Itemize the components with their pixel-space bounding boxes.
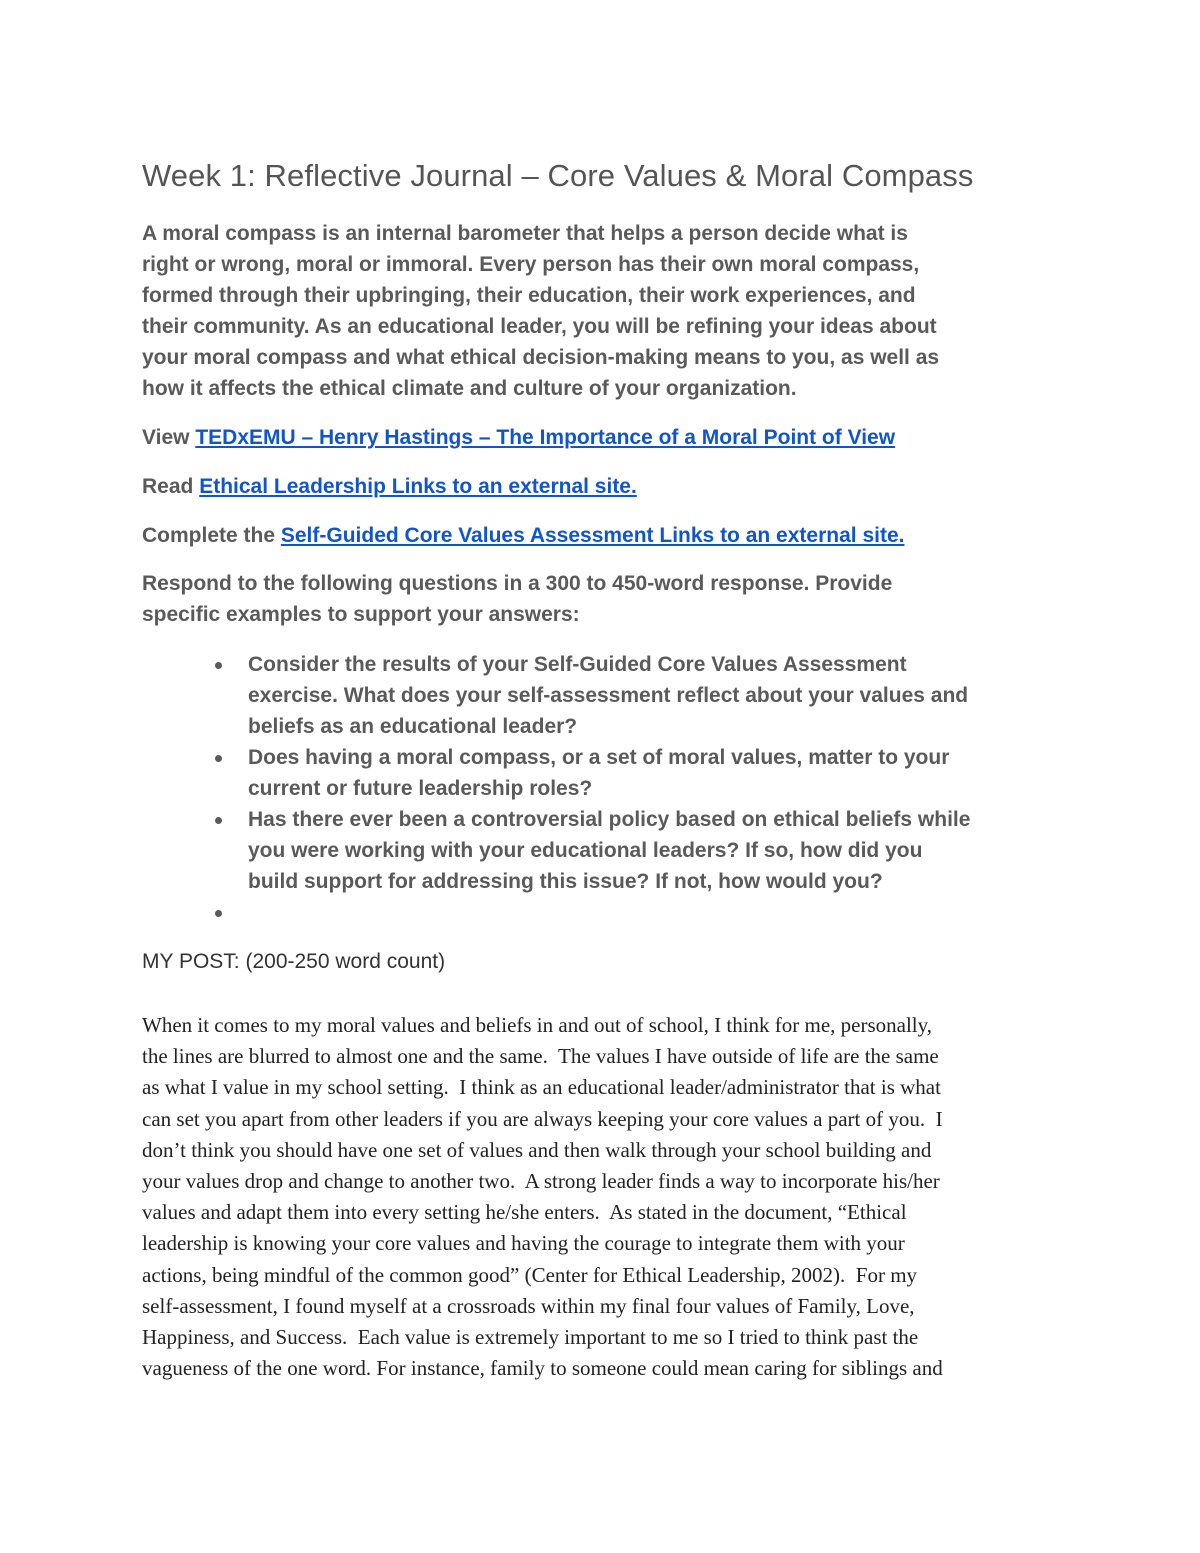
complete-prefix: Complete the [142, 524, 281, 547]
post-line: can set you apart from other leaders if you are always keeping your core values a part of you. I [142, 1106, 943, 1131]
read-prefix: Read [142, 475, 200, 498]
question-line: current or future leadership roles? [248, 777, 593, 800]
intro-line: their community. As an educational leader, you will be refining your ideas about [142, 315, 937, 338]
question-line: Has there ever been a controversial policy based on ethical beliefs while [248, 808, 971, 831]
post-line: vagueness of the one word. For instance, family to someone could mean caring for siblings and [142, 1356, 943, 1381]
intro-line: how it affects the ethical climate and culture of your organization. [142, 377, 797, 400]
empty-question-item [142, 897, 970, 928]
complete-instruction [142, 520, 904, 551]
post-line: the lines are blurred to almost one and the same. The values I have outside of life are the same [142, 1044, 939, 1069]
question-line: beliefs as an educational leader? [248, 715, 578, 738]
intro-line: formed through their upbringing, their education, their work experiences, and [142, 284, 916, 307]
intro-paragraph [142, 218, 1072, 404]
respond-instructions [142, 568, 892, 630]
question-line: exercise. What does your self-assessment reflect about your values and [248, 684, 969, 707]
bullet-icon [215, 755, 222, 762]
post-line: as what I value in my school setting. I think as an educational leader/administrator that is what [142, 1075, 941, 1100]
view-prefix: View [142, 426, 196, 449]
post-line: leadership is knowing your core values and having the courage to integrate them with your [142, 1231, 905, 1256]
question-line: Does having a moral compass, or a set of moral values, matter to your [248, 746, 950, 769]
question-item [142, 742, 970, 804]
question-list [142, 649, 970, 928]
question-line: Consider the results of your Self-Guided Core Values Assessment [248, 653, 907, 676]
ted-talk-link[interactable]: TEDxEMU – Henry Hastings – The Importance of a Moral Point of View [195, 426, 896, 449]
view-instruction [142, 422, 895, 453]
post-line: don’t think you should have one set of values and then walk through your school building and [142, 1137, 932, 1162]
intro-line: A moral compass is an internal barometer that helps a person decide what is [142, 222, 908, 245]
post-line: self-assessment, I found myself at a crossroads within my final four values of Family, Love, [142, 1293, 915, 1318]
question-item [142, 804, 970, 897]
question-line: you were working with your educational leaders? If so, how did you [248, 839, 923, 862]
post-line: Happiness, and Success. Each value is extremely important to me so I tried to think past the [142, 1325, 919, 1350]
document-title: Week 1: Reflective Journal – Core Values & Moral Compass [142, 158, 974, 193]
post-line: When it comes to my moral values and beliefs in and out of school, I think for me, personally, [142, 1013, 933, 1037]
ethical-leadership-link[interactable]: Ethical Leadership Links to an external site. [199, 475, 637, 498]
respond-line: specific examples to support your answers: [142, 603, 580, 626]
post-line: actions, being mindful of the common good” (Center for Ethical Leadership, 2002). For my [142, 1262, 918, 1287]
my-post-heading: MY POST: (200-250 word count) [142, 950, 446, 973]
core-values-assessment-link[interactable]: Self-Guided Core Values Assessment Links to an external site. [280, 524, 905, 547]
respond-line: Respond to the following questions in a 300 to 450-word response. Provide [142, 572, 893, 595]
question-line: build support for addressing this issue? If not, how would you? [248, 870, 883, 893]
post-body [142, 1010, 943, 1384]
bullet-icon [215, 817, 222, 824]
bullet-icon [215, 662, 222, 669]
intro-line: your moral compass and what ethical decision-making means to you, as well as [142, 346, 940, 369]
bullet-icon [215, 910, 222, 917]
post-line: your values drop and change to another two. A strong leader finds a way to incorporate his/her [142, 1169, 940, 1194]
question-item [142, 649, 970, 742]
intro-line: right or wrong, moral or immoral. Every person has their own moral compass, [142, 253, 920, 276]
post-line: values and adapt them into every setting he/she enters. As stated in the document, “Ethical [142, 1200, 907, 1225]
read-instruction [142, 471, 637, 502]
